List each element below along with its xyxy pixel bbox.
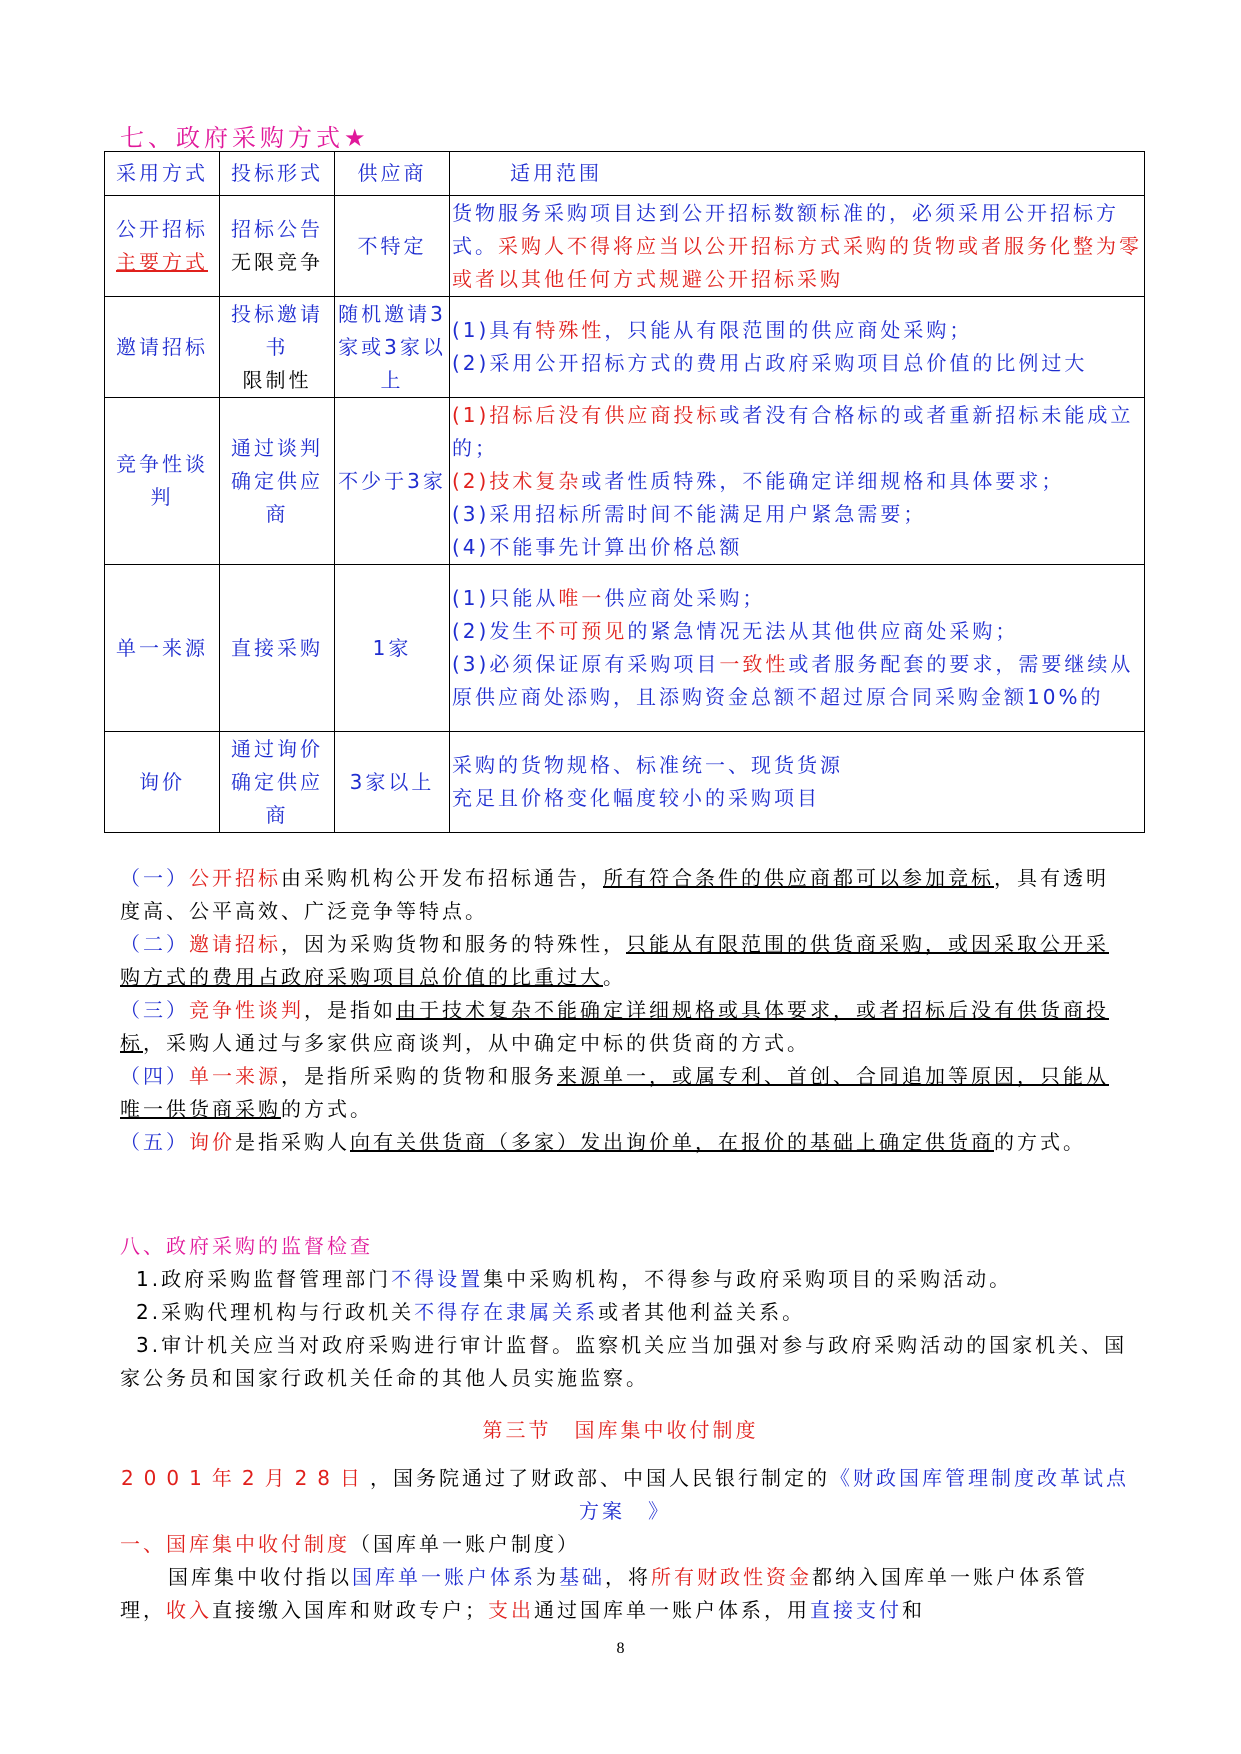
method-cell: 询价 [105, 732, 220, 833]
scope-line: (2)发生不可预见的紧急情况无法从其他供应商处采购； [452, 619, 1019, 643]
scope-line: 采购的货物规格、标准统一、现货货源 [452, 753, 843, 777]
scope-cell [450, 196, 1145, 297]
page-number: 8 [616, 1640, 625, 1657]
supplier-cell: 1家 [335, 565, 450, 732]
scope-line: (3)必须保证原有采购项目一致性或者服务配套的要求，需要继续从原供应商处添购，且添购资金总额不超过原合同采购金额10%的 [452, 652, 1134, 709]
scope-cell [450, 565, 1145, 732]
explanation-item: （一）公开招标由采购机构公开发布招标通告，所有符合条件的供应商都可以参加竞标，具有透明度高、公平高效、广泛竞争等特点。 [120, 866, 1109, 923]
table-header-row [105, 152, 1145, 196]
supplier-cell: 不少于3家 [335, 398, 450, 565]
highlight-text: 不可预见 [535, 619, 628, 643]
intro-paragraph: 2001年2月28日，国务院通过了财政部、中国人民银行制定的《财政国库管理制度改革试点方案 》 [120, 1466, 1130, 1523]
method-cell [105, 196, 220, 297]
list-item: 2.采购代理机构与行政机关不得存在隶属关系或者其他利益关系。 [136, 1300, 806, 1324]
header-scope: 适用范围 [450, 152, 1145, 196]
list-item: 3.审计机关应当对政府采购进行审计监督。监察机关应当加强对参与政府采购活动的国家机关、国家公务员和国家行政机关任命的其他人员实施监察。 [120, 1333, 1128, 1390]
form-note: 限制性 [242, 367, 312, 392]
explanation-item: （五）询价是指采购人向有关供货商（多家）发出询价单，在报价的基础上确定供货商的方式。 [120, 1130, 1086, 1154]
scope-line: (2)采用公开招标方式的费用占政府采购项目总价值的比例过大 [452, 351, 1088, 375]
table-row [105, 398, 1145, 565]
list-item: 1.政府采购监督管理部门不得设置集中采购机构，不得参与政府采购项目的采购活动。 [136, 1267, 1013, 1291]
method-label: 公开招标 [116, 217, 208, 241]
form-cell: 通过询价确定供应商 [220, 732, 335, 833]
method-cell: 邀请招标 [105, 297, 220, 398]
form-cell: 通过谈判确定供应商 [220, 398, 335, 565]
term-label: 单一来源 [189, 1064, 281, 1088]
explanation-item: （四）单一来源，是指所采购的货物和服务来源单一，或属专利、首创、合同追加等原因，只能从唯一供货商采购的方式。 [120, 1064, 1109, 1121]
scope-cell [450, 297, 1145, 398]
scope-line: (1)具有特殊性，只能从有限范围的供应商处采购； [452, 318, 973, 342]
scope-line: (1)招标后没有供应商投标或者没有合格标的或者重新招标未能成立的； [452, 402, 1134, 460]
scope-warning: 采购人不得将应当以公开招标方式采购的货物或者服务化整为零或者以其他任何方式规避公开招标采购 [452, 233, 1142, 291]
supplier-cell: 不特定 [335, 196, 450, 297]
scope-cell [450, 732, 1145, 833]
scope-text: 货物服务采购项目达到公开招标数额标准的，必须采用公开招标方式。 [452, 200, 1119, 258]
term-label: 公开招标 [189, 866, 281, 890]
scope-line: (2)技术复杂或者性质特殊，不能确定详细规格和具体要求； [452, 468, 1065, 493]
section-7-title: 七、政府采购方式★ [120, 124, 370, 152]
supplier-cell: 随机邀请3家或3家以上 [335, 297, 450, 398]
method-cell: 竞争性谈判 [105, 398, 220, 565]
header-supplier: 供应商 [335, 152, 450, 196]
explanation-item: （三）竞争性谈判，是指如由于技术复杂不能确定详细规格或具体要求，或者招标后没有供货商投标，采购人通过与多家供应商谈判，从中确定中标的供货商的方式。 [120, 998, 1109, 1055]
scope-line: (4)不能事先计算出价格总额 [452, 534, 743, 559]
supervision-list [120, 1263, 1130, 1395]
scope-line: 充足且价格变化幅度较小的采购项目 [452, 786, 820, 810]
table-row [105, 565, 1145, 732]
form-label: 投标邀请书 [231, 301, 323, 359]
scope-cell [450, 398, 1145, 565]
form-cell: 直接采购 [220, 565, 335, 732]
highlight-text: (1)招标后没有供应商投标 [452, 402, 720, 427]
section-heading: 第三节 国库集中收付制度 [482, 1418, 759, 1442]
form-note: 无限竞争 [231, 250, 323, 274]
section-8-title: 八、政府采购的监督检查 [120, 1234, 373, 1258]
form-cell [220, 297, 335, 398]
table-row [105, 196, 1145, 297]
header-form: 投标形式 [220, 152, 335, 196]
table-row [105, 732, 1145, 833]
header-method: 采用方式 [105, 152, 220, 196]
main-method-label: 主要方式 [116, 250, 208, 274]
term-label: 邀请招标 [189, 932, 281, 956]
procurement-methods-table [104, 151, 1145, 833]
form-cell [220, 196, 335, 297]
term-label: 竞争性谈判 [189, 998, 304, 1022]
form-label: 招标公告 [231, 217, 323, 241]
explanation-list [120, 862, 1130, 1159]
highlight-text: (2)技术复杂 [452, 468, 582, 493]
supplier-cell: 3家以上 [335, 732, 450, 833]
body-paragraph: 国库集中收付指以国库单一账户体系为基础，将所有财政性资金都纳入国库单一账户体系管理，收入直接缴入国库和财政专户；支出通过国库单一账户体系，用直接支付和 [120, 1565, 1088, 1622]
subsection-1-title: 一、国库集中收付制度（国库单一账户制度） [120, 1532, 580, 1556]
highlight-text: 唯一 [558, 586, 605, 610]
highlight-text: 不得存在隶属关系 [414, 1300, 599, 1324]
method-cell: 单一来源 [105, 565, 220, 732]
highlight-text: 特殊性 [535, 318, 605, 342]
table-row [105, 297, 1145, 398]
document-title-ref: 《财政国库管理制度改革试点方案 》 [579, 1466, 1130, 1523]
highlight-text: 不得设置 [391, 1267, 484, 1291]
date-text: 2001年2月28日 [120, 1466, 371, 1490]
highlight-text: 一致性 [719, 652, 789, 676]
explanation-item: （二）邀请招标，因为采购货物和服务的特殊性，只能从有限范围的供货商采购，或因采取公开采购方式的费用占政府采购项目总价值的比重过大。 [120, 932, 1109, 989]
term-label: 询价 [189, 1130, 235, 1154]
scope-line: (1)只能从唯一供应商处采购； [452, 586, 766, 610]
scope-line: (3)采用招标所需时间不能满足用户紧急需要； [452, 501, 927, 526]
